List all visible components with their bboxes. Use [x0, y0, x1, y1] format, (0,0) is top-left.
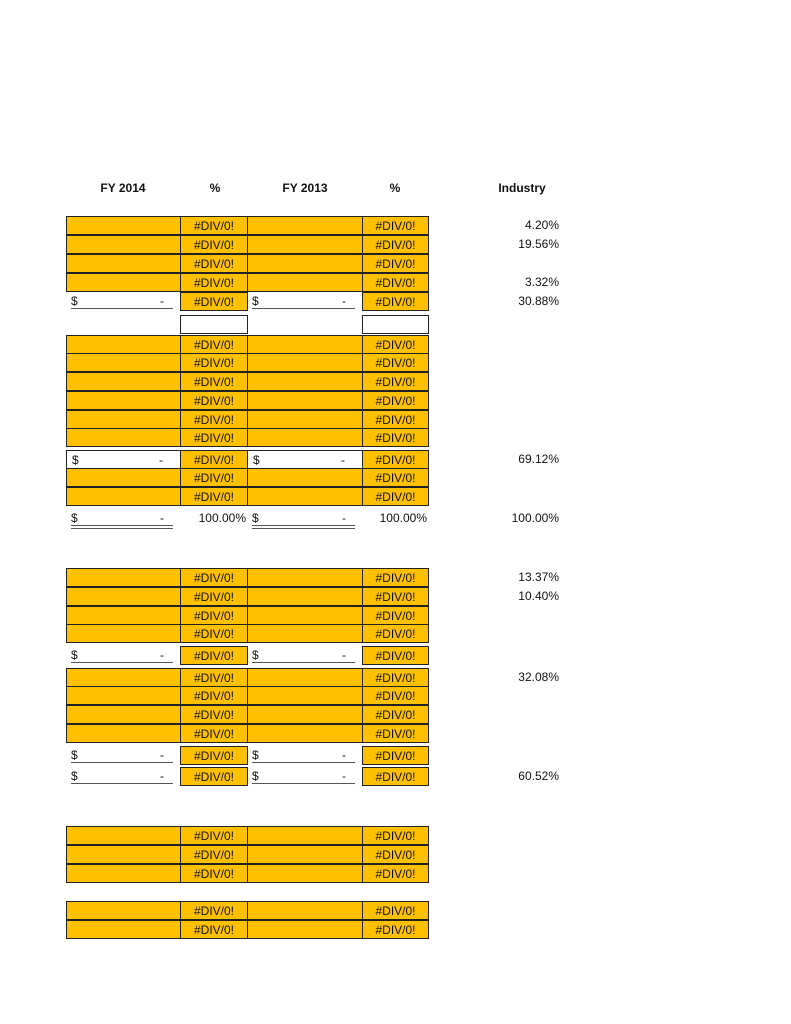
fy2013-pct-cell: #DIV/0! [362, 410, 429, 429]
currency-cell[interactable] [247, 509, 363, 528]
fy2013-pct-cell: #DIV/0! [362, 901, 429, 920]
underline [71, 662, 173, 663]
dollar-sign: $ [252, 294, 259, 308]
dollar-sign: $ [71, 511, 78, 525]
fy2013-pct-cell: #DIV/0! [362, 428, 429, 447]
dollar-sign: $ [253, 453, 260, 467]
fy2014-input-cell[interactable] [66, 606, 181, 625]
industry-pct: 13.37% [518, 570, 559, 584]
fy2014-input-cell[interactable] [66, 410, 181, 429]
fy2014-pct-cell: #DIV/0! [180, 353, 248, 372]
fy2013-input-cell[interactable] [247, 468, 363, 487]
fy2013-pct-cell: #DIV/0! [362, 668, 429, 687]
currency-cell[interactable] [247, 767, 363, 786]
dash-value: - [342, 648, 346, 662]
underline [252, 762, 355, 763]
table-row [66, 335, 429, 354]
underline [252, 783, 355, 784]
header-pct-2014: % [209, 181, 221, 195]
currency-cell[interactable] [66, 292, 181, 311]
fy2014-pct-cell: #DIV/0! [180, 468, 248, 487]
fy2013-input-cell[interactable] [247, 391, 363, 410]
fy2014-pct-cell: #DIV/0! [180, 568, 248, 587]
fy2014-pct-cell: #DIV/0! [180, 767, 248, 786]
fy2013-pct-cell: #DIV/0! [362, 845, 429, 864]
fy2014-pct-cell: #DIV/0! [180, 235, 248, 254]
table-row [66, 450, 429, 469]
fy2014-pct-cell: #DIV/0! [180, 724, 248, 743]
dollar-sign: $ [252, 748, 259, 762]
fy2013-input-cell[interactable] [247, 826, 363, 845]
fy2013-pct-cell: #DIV/0! [362, 587, 429, 606]
table-row [66, 646, 429, 665]
dollar-sign: $ [252, 769, 259, 783]
table-row [66, 254, 429, 273]
header-industry: Industry [498, 181, 546, 195]
fy2013-pct-cell: #DIV/0! [362, 686, 429, 705]
industry-pct: 10.40% [518, 589, 559, 603]
fy2014-input-cell[interactable] [66, 901, 181, 920]
fy2013-input-cell[interactable] [247, 686, 363, 705]
dash-value: - [160, 748, 164, 762]
industry-pct: 69.12% [518, 452, 559, 466]
industry-pct: 3.32% [524, 275, 559, 289]
currency-cell[interactable] [66, 767, 181, 786]
fy2014-input-cell[interactable] [66, 372, 181, 391]
fy2013-pct-cell: #DIV/0! [362, 216, 429, 235]
fy2013-input-cell[interactable] [247, 487, 363, 506]
fy2014-pct-cell: #DIV/0! [180, 845, 248, 864]
table-row [66, 606, 429, 625]
underline [71, 308, 173, 309]
fy2013-input-cell[interactable] [247, 372, 363, 391]
fy2014-pct-cell: #DIV/0! [180, 901, 248, 920]
fy2013-pct-cell: #DIV/0! [362, 606, 429, 625]
currency-cell[interactable] [66, 746, 181, 765]
dash-value: - [342, 748, 346, 762]
fy2014-input-cell[interactable] [66, 724, 181, 743]
dollar-sign: $ [72, 453, 79, 467]
table-row [66, 468, 429, 487]
blank-cell[interactable] [247, 315, 363, 334]
table-row [66, 901, 429, 920]
underline [71, 783, 173, 784]
fy2014-input-cell[interactable] [66, 624, 181, 643]
underline [252, 308, 355, 309]
fy2013-pct-cell: #DIV/0! [362, 705, 429, 724]
fy2013-pct-cell: #DIV/0! [362, 568, 429, 587]
table-row [66, 353, 429, 372]
table-row [66, 705, 429, 724]
header-pct-2013: % [389, 181, 401, 195]
dollar-sign: $ [252, 511, 259, 525]
fy2014-input-cell[interactable] [66, 568, 181, 587]
fy2014-input-cell[interactable] [66, 468, 181, 487]
currency-cell[interactable] [247, 292, 363, 311]
fy2013-pct-cell: #DIV/0! [362, 254, 429, 273]
underline [252, 662, 355, 663]
fy2014-input-cell[interactable] [66, 686, 181, 705]
industry-pct: 60.52% [518, 769, 559, 783]
fy2013-input-cell[interactable] [247, 428, 363, 447]
table-row [66, 487, 429, 506]
fy2013-pct-cell: #DIV/0! [362, 646, 429, 665]
currency-cell[interactable] [66, 450, 181, 469]
fy2013-pct-cell: #DIV/0! [362, 450, 429, 469]
fy2013-pct-cell: #DIV/0! [362, 335, 429, 354]
dash-value: - [342, 294, 346, 308]
table-row [66, 428, 429, 447]
table-row [66, 624, 429, 643]
fy2013-input-cell[interactable] [247, 668, 363, 687]
fy2013-input-cell[interactable] [247, 216, 363, 235]
fy2013-input-cell[interactable] [247, 724, 363, 743]
fy2014-pct-cell: #DIV/0! [180, 920, 248, 939]
fy2013-input-cell[interactable] [247, 410, 363, 429]
fy2013-input-cell[interactable] [247, 235, 363, 254]
table-row [66, 410, 429, 429]
fy2014-pct-cell: #DIV/0! [180, 335, 248, 354]
fy2013-input-cell[interactable] [247, 273, 363, 292]
table-row [66, 315, 429, 334]
table-row [66, 587, 429, 606]
dash-value: - [342, 769, 346, 783]
fy2013-input-cell[interactable] [247, 254, 363, 273]
fy2014-pct-cell: #DIV/0! [180, 372, 248, 391]
fy2014-pct-cell: #DIV/0! [180, 668, 248, 687]
fy2014-pct-cell: #DIV/0! [180, 410, 248, 429]
fy2014-input-cell[interactable] [66, 864, 181, 883]
fy2014-pct-cell: #DIV/0! [180, 864, 248, 883]
dash-value: - [342, 511, 346, 525]
fy2014-input-cell[interactable] [66, 254, 181, 273]
header-fy2014: FY 2014 [100, 181, 146, 195]
fy2013-input-cell[interactable] [247, 624, 363, 643]
fy2014-pct-cell: #DIV/0! [180, 705, 248, 724]
currency-cell[interactable] [66, 509, 181, 528]
fy2013-input-cell[interactable] [247, 568, 363, 587]
table-row [66, 372, 429, 391]
dash-value: - [160, 648, 164, 662]
fy2014-input-cell[interactable] [66, 391, 181, 410]
header-fy2013: FY 2013 [282, 181, 328, 195]
fy2014-input-cell[interactable] [66, 920, 181, 939]
fy2014-pct-cell: #DIV/0! [180, 587, 248, 606]
table-row [66, 920, 429, 939]
table-row [66, 746, 429, 765]
dollar-sign: $ [252, 648, 259, 662]
industry-pct: 32.08% [518, 670, 559, 684]
fy2014-pct-cell: #DIV/0! [180, 216, 248, 235]
dash-value: - [160, 294, 164, 308]
table-row [66, 686, 429, 705]
fy2013-pct-cell: #DIV/0! [362, 468, 429, 487]
fy2013-pct-cell: #DIV/0! [362, 624, 429, 643]
fy2013-input-cell[interactable] [247, 901, 363, 920]
dollar-sign: $ [71, 748, 78, 762]
fy2013-pct-cell: #DIV/0! [362, 372, 429, 391]
fy2014-input-cell[interactable] [66, 487, 181, 506]
fy2013-input-cell[interactable] [247, 705, 363, 724]
double-underline [252, 525, 355, 529]
fy2014-input-cell[interactable] [66, 845, 181, 864]
fy2014-pct-cell: #DIV/0! [180, 487, 248, 506]
fy2014-input-cell[interactable] [66, 335, 181, 354]
fy2014-pct-cell: #DIV/0! [180, 624, 248, 643]
blank-cell[interactable] [180, 315, 248, 334]
table-row [66, 509, 429, 528]
fy2014-pct-cell: #DIV/0! [180, 686, 248, 705]
industry-pct: 100.00% [511, 511, 559, 525]
fy2014-input-cell[interactable] [66, 587, 181, 606]
dash-value: - [159, 453, 163, 467]
fy2013-pct-cell: #DIV/0! [362, 487, 429, 506]
fy2014-pct-cell: #DIV/0! [180, 606, 248, 625]
blank-cell[interactable] [362, 315, 429, 334]
fy2013-input-cell[interactable] [247, 864, 363, 883]
fy2014-input-cell[interactable] [66, 216, 181, 235]
currency-cell[interactable] [247, 746, 363, 765]
fy2013-pct-cell: #DIV/0! [362, 826, 429, 845]
fy2014-pct-cell: #DIV/0! [180, 746, 248, 765]
fy2013-input-cell[interactable] [247, 353, 363, 372]
fy2013-input-cell[interactable] [247, 587, 363, 606]
fy2014-pct-cell: #DIV/0! [180, 646, 248, 665]
currency-cell[interactable] [66, 646, 181, 665]
table-row [66, 845, 429, 864]
table-row [66, 216, 429, 235]
fy2014-pct-cell: #DIV/0! [180, 292, 248, 311]
currency-cell[interactable] [247, 450, 363, 469]
fy2014-input-cell[interactable] [66, 705, 181, 724]
fy2013-pct-cell: #DIV/0! [362, 920, 429, 939]
table-row [66, 668, 429, 687]
fy2013-pct-cell: #DIV/0! [362, 391, 429, 410]
industry-pct: 4.20% [524, 218, 559, 232]
table-row [66, 864, 429, 883]
dash-value: - [160, 769, 164, 783]
table-row [66, 235, 429, 254]
fy2014-pct-cell: #DIV/0! [180, 826, 248, 845]
table-row [66, 724, 429, 743]
fy2013-pct-cell: #DIV/0! [362, 864, 429, 883]
fy2014-input-cell[interactable] [66, 273, 181, 292]
fy2013-pct-cell: #DIV/0! [362, 292, 429, 311]
industry-pct: 19.56% [518, 237, 559, 251]
fy2014-input-cell[interactable] [66, 668, 181, 687]
fy2013-total-pct: 100.00% [379, 511, 427, 525]
double-underline [71, 525, 173, 529]
fy2013-pct-cell: #DIV/0! [362, 767, 429, 786]
fy2014-input-cell[interactable] [66, 353, 181, 372]
table-row [66, 273, 429, 292]
fy2014-pct-cell: #DIV/0! [180, 450, 248, 469]
fy2014-pct-cell: #DIV/0! [180, 273, 248, 292]
dash-value: - [160, 511, 164, 525]
dollar-sign: $ [71, 294, 78, 308]
fy2014-input-cell[interactable] [66, 235, 181, 254]
table-row [66, 391, 429, 410]
fy2013-pct-cell: #DIV/0! [362, 273, 429, 292]
fy2013-input-cell[interactable] [247, 335, 363, 354]
fy2013-pct-cell: #DIV/0! [362, 724, 429, 743]
currency-cell[interactable] [247, 646, 363, 665]
fy2013-input-cell[interactable] [247, 845, 363, 864]
fy2014-pct-cell: #DIV/0! [180, 254, 248, 273]
fy2013-pct-cell: #DIV/0! [362, 353, 429, 372]
dollar-sign: $ [71, 648, 78, 662]
dash-value: - [341, 453, 345, 467]
table-row [66, 568, 429, 587]
fy2013-pct-cell: #DIV/0! [362, 235, 429, 254]
table-row [66, 292, 429, 311]
fy2014-pct-cell: #DIV/0! [180, 428, 248, 447]
fy2014-input-cell[interactable] [66, 826, 181, 845]
underline [71, 762, 173, 763]
fy2014-pct-cell: #DIV/0! [180, 391, 248, 410]
table-row [66, 826, 429, 845]
fy2013-input-cell[interactable] [247, 606, 363, 625]
fy2013-input-cell[interactable] [247, 920, 363, 939]
table-row [66, 767, 429, 786]
industry-pct: 30.88% [518, 294, 559, 308]
fy2014-total-pct: 100.00% [198, 511, 246, 525]
dollar-sign: $ [71, 769, 78, 783]
fy2013-pct-cell: #DIV/0! [362, 746, 429, 765]
fy2014-input-cell[interactable] [66, 428, 181, 447]
